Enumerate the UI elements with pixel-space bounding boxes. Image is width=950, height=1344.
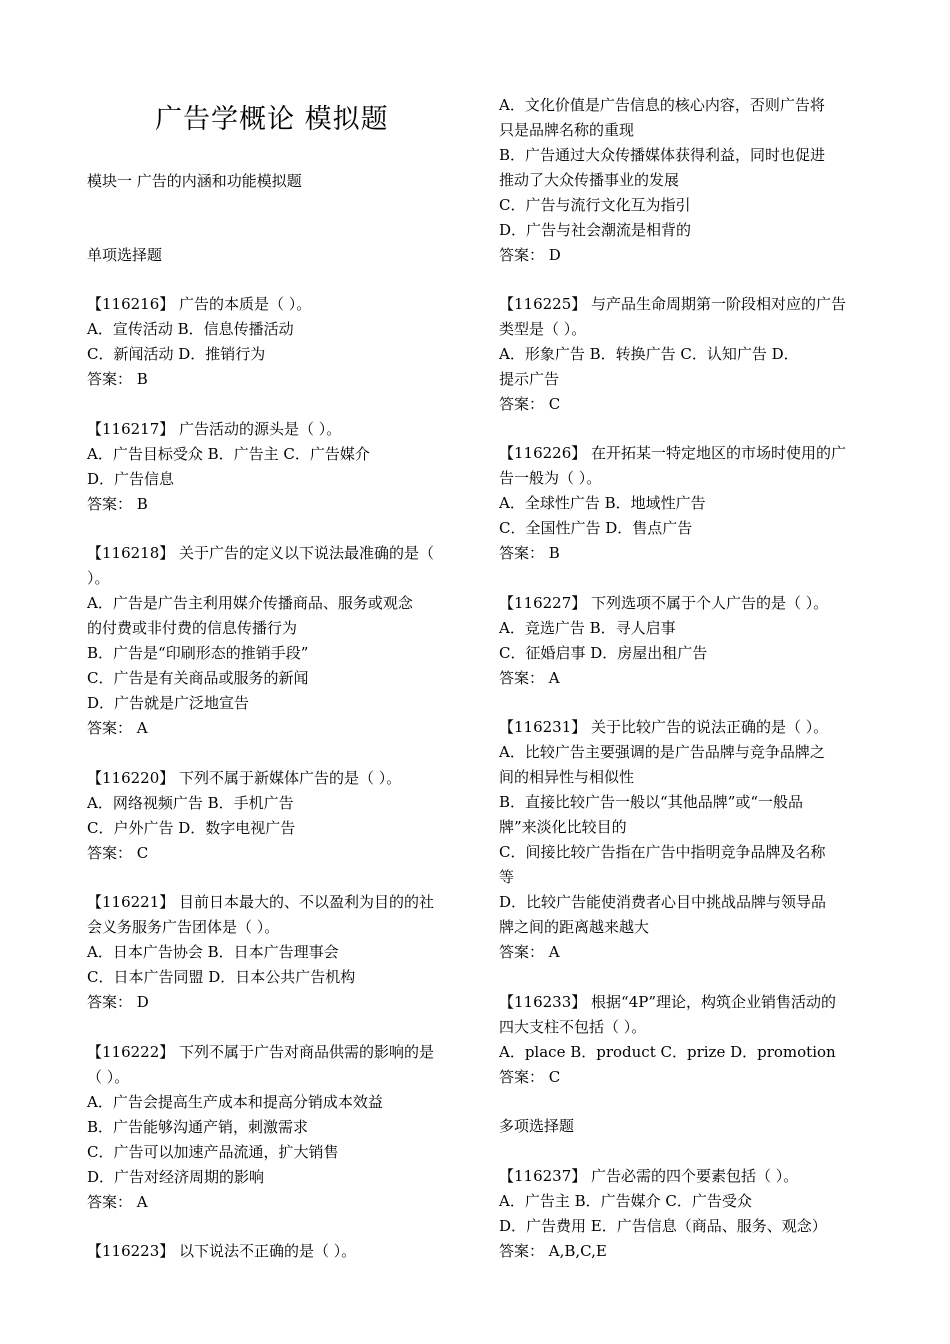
question-stem: 四大支柱不包括（ ）。 [499, 1018, 647, 1036]
question-answer: 答案： B [499, 544, 560, 562]
question-answer: 答案： C [499, 395, 561, 413]
question-option-line: B．广告能够沟通产销，刺激需求 [87, 1118, 309, 1136]
question-answer: 答案： A [499, 669, 560, 687]
question-option-line: C．全国性广告 D．售点广告 [499, 519, 693, 537]
question-option-line: A．广告是广告主利用媒介传播商品、服务或观念 [87, 594, 413, 612]
question-option-line: 牌之间的距离越来越大 [499, 918, 650, 936]
question-option-line: 只是品牌名称的重现 [499, 121, 635, 139]
question-stem: ）。 [87, 569, 110, 587]
question-option-line: 的付费或非付费的信息传播行为 [87, 619, 298, 637]
question-option-line: D．广告与社会潮流是相背的 [499, 221, 692, 239]
question-option-line: C．间接比较广告指在广告中指明竞争品牌及名称 [499, 843, 826, 861]
question-answer: 答案： C [499, 1068, 561, 1086]
question-stem: 【116216】 广告的本质是（ ）。 [87, 295, 312, 313]
question-option-line: B．广告通过大众传播媒体获得利益，同时也促进 [499, 146, 826, 164]
question-stem: 【116225】 与产品生命周期第一阶段相对应的广告 [499, 295, 847, 313]
question-stem: 【116221】 目前日本最大的、不以盈利为目的的社 [87, 893, 435, 911]
question-stem: 【116231】 关于比较广告的说法正确的是（ ）。 [499, 718, 829, 736]
question-answer: 答案： A [87, 719, 148, 737]
question-option-line: D．比较广告能使消费者心目中挑战品牌与领导品 [499, 893, 827, 911]
question-answer: 答案： D [499, 246, 561, 264]
question-option-line: A．网络视频广告 B．手机广告 [87, 794, 294, 812]
section-heading-single-choice: 单项选择题 [87, 246, 163, 264]
question-option-line: 间的相异性与相似性 [499, 768, 635, 786]
question-stem: 【116217】 广告活动的源头是（ ）。 [87, 420, 342, 438]
question-option-line: A．文化价值是广告信息的核心内容，否则广告将 [499, 96, 825, 114]
page-title: 广告学概论 模拟题 [155, 104, 389, 135]
question-answer: 答案： B [87, 495, 148, 513]
question-answer: 答案： C [87, 844, 149, 862]
question-option-line: A．形象广告 B．转换广告 C．认知广告 D． [499, 345, 799, 363]
question-option-line: A．place B．product C．prize D．promotion [499, 1043, 836, 1061]
question-stem: 【116237】 广告必需的四个要素包括（ ）。 [499, 1167, 799, 1185]
question-option-line: C．征婚启事 D．房屋出租广告 [499, 644, 708, 662]
question-option-line: C．日本广告同盟 D．日本公共广告机构 [87, 968, 356, 986]
question-option-line: 提示广告 [499, 370, 560, 388]
question-stem: 【116220】 下列不属于新媒体广告的是（ ）。 [87, 769, 402, 787]
question-option-line: A．宣传活动 B．信息传播活动 [87, 320, 294, 338]
question-stem: 【116233】 根据“4P”理论，构筑企业销售活动的 [499, 993, 837, 1011]
question-option-line: D．广告对经济周期的影响 [87, 1168, 265, 1186]
question-option-line: B．直接比较广告一般以“其他品牌”或“一般品 [499, 793, 804, 811]
question-option-line: D．广告就是广泛地宣告 [87, 694, 250, 712]
question-option-line: 推动了大众传播事业的发展 [499, 171, 680, 189]
question-option-line: D．广告信息 [87, 470, 175, 488]
question-option-line: C．广告与流行文化互为指引 [499, 196, 691, 214]
section-heading-multi-choice: 多项选择题 [499, 1117, 575, 1135]
question-option-line: D．广告费用 E．广告信息（商品、服务、观念） [499, 1217, 827, 1235]
question-stem: 【116227】 下列选项不属于个人广告的是（ ）。 [499, 594, 829, 612]
question-option-line: A．竞选广告 B．寻人启事 [499, 619, 676, 637]
question-option-line: A．广告目标受众 B．广告主 C．广告媒介 [87, 445, 370, 463]
question-option-line: A．比较广告主要强调的是广告品牌与竞争品牌之 [499, 743, 825, 761]
question-stem: 【116222】 下列不属于广告对商品供需的影响的是 [87, 1043, 435, 1061]
question-option-line: 牌”来淡化比较目的 [499, 818, 627, 836]
question-option-line: A．广告会提高生产成本和提高分销成本效益 [87, 1093, 383, 1111]
question-option-line: A．日本广告协会 B．日本广告理事会 [87, 943, 339, 961]
question-answer: 答案： D [87, 993, 149, 1011]
question-answer: 答案： B [87, 370, 148, 388]
question-stem: 会义务服务广告团体是（ ）。 [87, 918, 280, 936]
question-stem: 类型是（ ）。 [499, 320, 587, 338]
question-stem: 【116223】 以下说法不正确的是（ ）。 [87, 1242, 357, 1260]
question-option-line: A．广告主 B．广告媒介 C．广告受众 [499, 1192, 752, 1210]
question-stem: （ ）。 [87, 1068, 130, 1086]
question-answer: 答案： A,B,C,E [499, 1242, 607, 1260]
question-stem: 告一般为（ ）。 [499, 469, 602, 487]
question-option-line: 等 [499, 868, 515, 886]
question-option-line: C．广告是有关商品或服务的新闻 [87, 669, 309, 687]
question-answer: 答案： A [499, 943, 560, 961]
question-option-line: A．全球性广告 B．地域性广告 [499, 494, 706, 512]
question-option-line: C．新闻活动 D．推销行为 [87, 345, 266, 363]
question-option-line: C．户外广告 D．数字电视广告 [87, 819, 296, 837]
question-stem: 【116218】 关于广告的定义以下说法最准确的是（ [87, 544, 435, 562]
question-option-line: C．广告可以加速产品流通，扩大销售 [87, 1143, 339, 1161]
question-stem: 【116226】 在开拓某一特定地区的市场时使用的广 [499, 444, 847, 462]
module-heading: 模块一 广告的内涵和功能模拟题 [87, 172, 302, 190]
question-answer: 答案： A [87, 1193, 148, 1211]
question-option-line: B．广告是“印刷形态的推销手段” [87, 644, 309, 662]
